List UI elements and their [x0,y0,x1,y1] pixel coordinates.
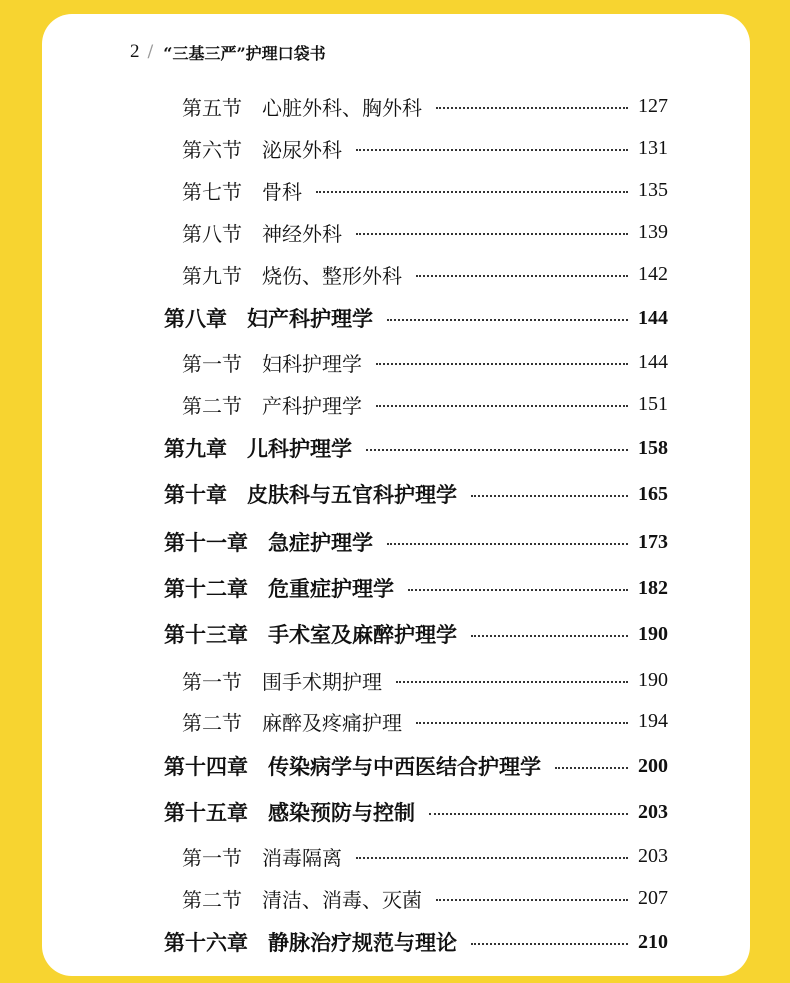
toc-section-row [182,133,668,163]
toc-entry-page: 207 [638,886,668,909]
dot-leader [316,191,628,193]
toc-entry-title: 心脏外科、胸外科 [262,95,422,120]
toc-entry-label: 第十三章 [164,622,248,647]
toc-section-row [182,389,668,419]
dot-leader [387,319,628,321]
toc-entry-title: 麻醉及疼痛护理 [262,710,402,735]
toc-entry-page: 127 [638,94,668,117]
toc-chapter-row [164,527,668,557]
toc-entry-title: 静脉治疗规范与理论 [268,930,457,955]
toc-entry-page: 135 [638,178,668,201]
toc-entry-title: 神经外科 [262,221,342,246]
toc-entry-page: 194 [638,709,668,732]
toc-section-row [182,217,668,247]
toc-section-row [182,665,668,695]
toc-entry-title: 传染病学与中西医结合护理学 [268,754,541,779]
toc-entry-title: 儿科护理学 [247,436,352,461]
toc-section-row [182,841,668,871]
dot-leader [471,495,628,497]
toc-entry-label: 第十一章 [164,530,248,555]
toc-entry-title: 手术室及麻醉护理学 [268,622,457,647]
dot-leader [436,107,628,109]
toc-entry-title: 骨科 [262,179,302,204]
toc-entry-title: 清洁、消毒、灭菌 [262,887,422,912]
dot-leader [408,589,628,591]
toc-entry-label: 第十六章 [164,930,248,955]
toc-entry-label: 第二节 [182,393,242,418]
toc-entry-label: 第二节 [182,710,242,735]
toc-entry-page: 190 [638,622,668,645]
toc-entry-page: 131 [638,136,668,159]
toc-entry-label: 第十章 [164,482,227,507]
toc-entry-label: 第八章 [164,306,227,331]
toc-entry-title: 产科护理学 [262,393,362,418]
toc-entry-page: 173 [638,530,668,553]
toc-chapter-row [164,303,668,333]
toc-section-row [182,91,668,121]
toc-entry-title: 妇产科护理学 [247,306,373,331]
toc-entry-page: 151 [638,392,668,415]
toc-section-row [182,706,668,736]
toc-entry-page: 203 [638,800,668,823]
toc-entry-page: 139 [638,220,668,243]
dot-leader [416,275,628,277]
toc-entry-label: 第十二章 [164,576,248,601]
dot-leader [356,857,628,859]
toc-entry-page: 165 [638,482,668,505]
toc-entry-label: 第一节 [182,845,242,870]
toc-chapter-row [164,433,668,463]
toc-entry-title: 消毒隔离 [262,845,342,870]
toc-section-row [182,347,668,377]
toc-section-row [182,883,668,913]
toc-entry-label: 第一节 [182,351,242,376]
toc-entry-label: 第六节 [182,137,242,162]
toc-entry-page: 144 [638,350,668,373]
toc-entry-label: 第一节 [182,669,242,694]
dot-leader [429,813,628,815]
dot-leader [436,899,628,901]
toc-entry-title: 皮肤科与五官科护理学 [247,482,457,507]
dot-leader [396,681,628,683]
toc-entry-label: 第九节 [182,263,242,288]
toc-entry-title: 围手术期护理 [262,669,382,694]
header-divider: / [147,42,154,62]
toc-entry-page: 210 [638,930,668,953]
dot-leader [416,722,628,724]
toc-entry-title: 泌尿外科 [262,137,342,162]
toc-entry-page: 203 [638,844,668,867]
toc-entry-label: 第八节 [182,221,242,246]
toc-entry-page: 142 [638,262,668,285]
toc-chapter-row [164,619,668,649]
book-title: “三基三严”护理口袋书 [163,43,326,63]
dot-leader [376,405,628,407]
toc-entry-title: 危重症护理学 [268,576,394,601]
toc-chapter-row [164,751,668,781]
book-page [42,14,750,976]
toc-chapter-row [164,573,668,603]
toc-entry-title: 急症护理学 [268,530,373,555]
toc-chapter-row [164,927,668,957]
toc-entry-page: 200 [638,754,668,777]
toc-entry-label: 第十四章 [164,754,248,779]
running-header [130,40,326,64]
toc-section-row [182,175,668,205]
toc-chapter-row [164,479,668,509]
toc-entry-label: 第九章 [164,436,227,461]
toc-entry-label: 第五节 [182,95,242,120]
toc-entry-page: 190 [638,668,668,691]
dot-leader [376,363,628,365]
page-number: 2 [130,41,140,62]
toc-entry-title: 妇科护理学 [262,351,362,376]
dot-leader [471,943,628,945]
toc-entry-label: 第七节 [182,179,242,204]
toc-entry-title: 感染预防与控制 [268,800,415,825]
toc-chapter-row [164,797,668,827]
dot-leader [555,767,628,769]
dot-leader [387,543,628,545]
toc-entry-page: 182 [638,576,668,599]
toc-section-row [182,259,668,289]
dot-leader [356,233,628,235]
toc-entry-title: 烧伤、整形外科 [262,263,402,288]
dot-leader [356,149,628,151]
toc-entry-page: 144 [638,306,668,329]
toc-entry-page: 158 [638,436,668,459]
dot-leader [366,449,628,451]
dot-leader [471,635,628,637]
toc-entry-label: 第二节 [182,887,242,912]
toc-entry-label: 第十五章 [164,800,248,825]
